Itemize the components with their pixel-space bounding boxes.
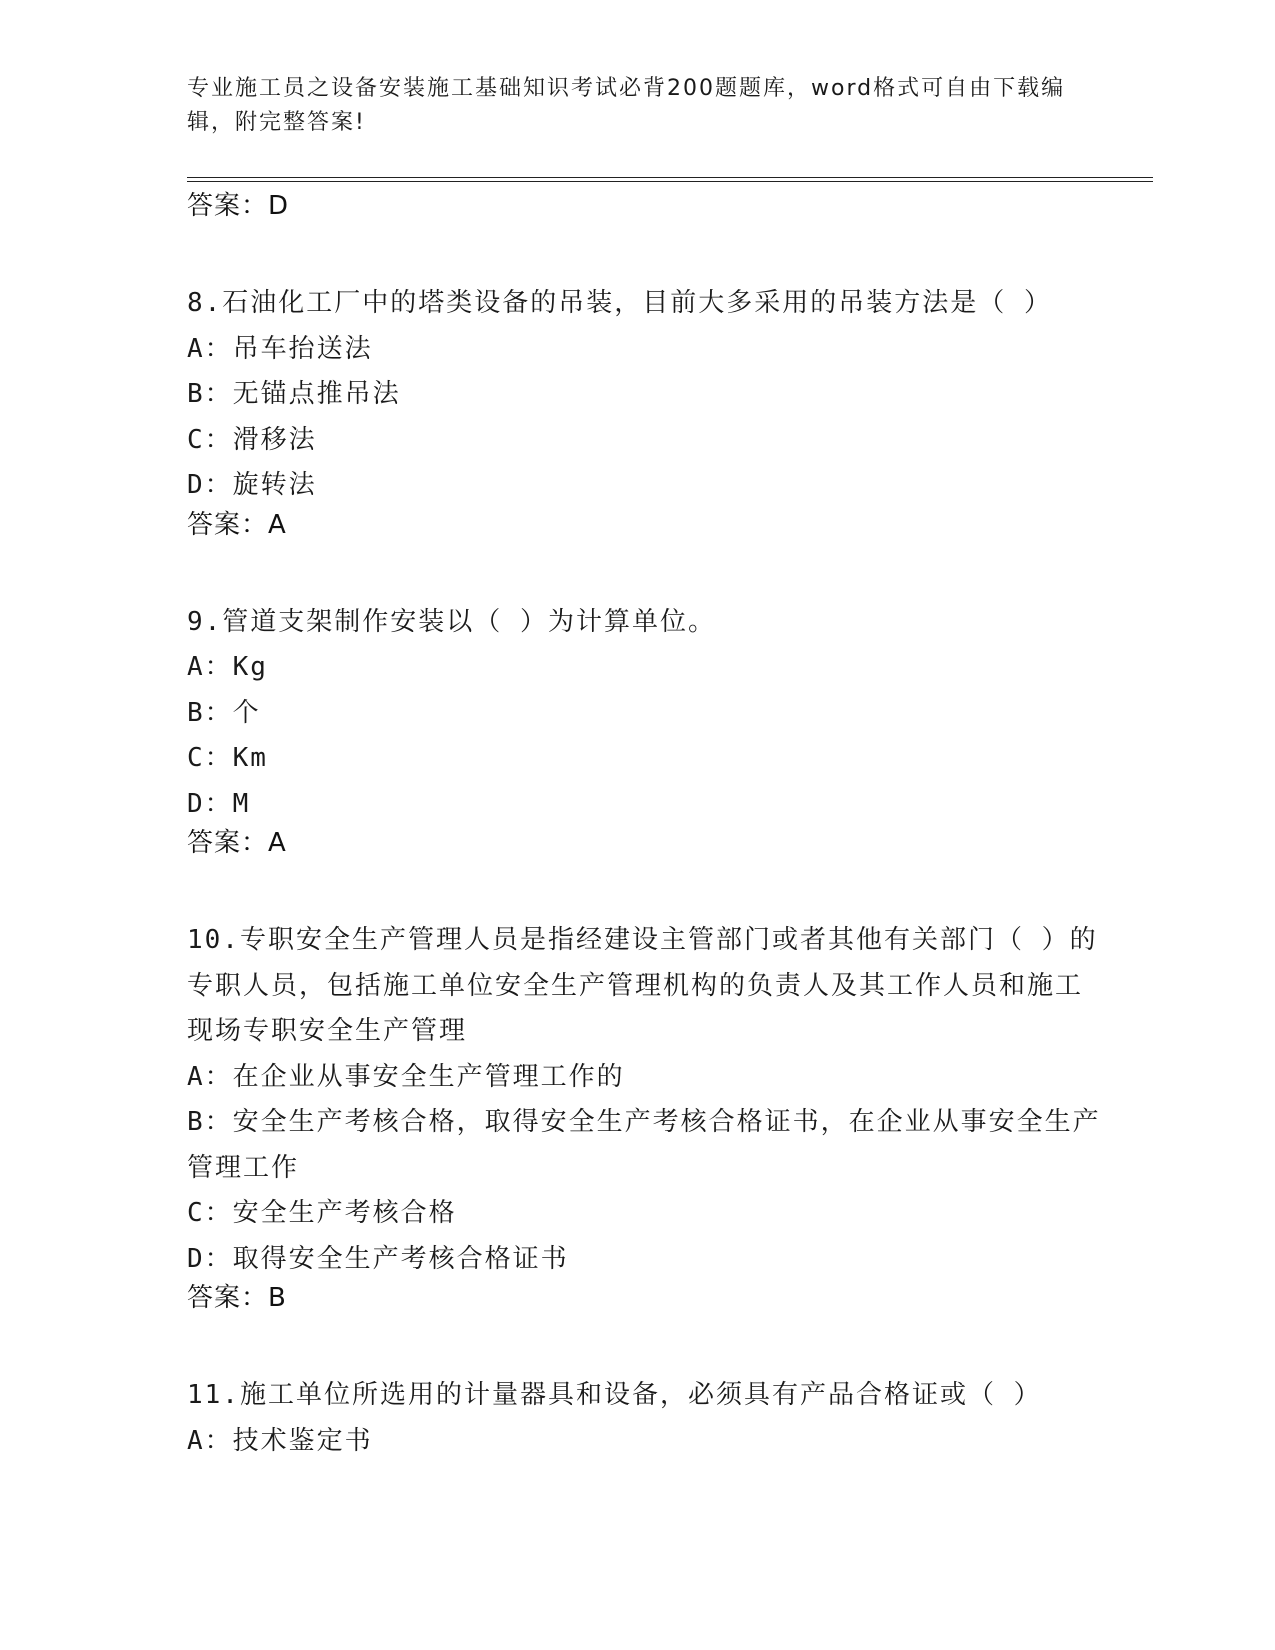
spacer [187,1327,1107,1373]
option-a: A：吊车抬送法 [187,333,373,364]
question-content [187,190,1107,1464]
option-c: C：Km [187,743,268,773]
option-c: C：安全生产考核合格 [187,1198,457,1228]
document-header: 专业施工员之设备安装施工基础知识考试必背200题题库，word格式可自由下载编辑，附完整答案! [187,76,1066,135]
header-divider-bottom [187,181,1153,182]
question-text: 11.施工单位所选用的计量器具和设备，必须具有产品合格证或（ ） [187,1380,1042,1410]
answer-line: 答案：D [187,191,290,221]
question-10 [187,918,1107,1327]
header-divider-top [187,177,1153,178]
answer-line: 答案：A [187,509,287,540]
answer-line: 答案：B [187,1283,287,1313]
spacer [187,554,1107,600]
option-b: B：无锚点推吊法 [187,379,401,409]
option-c: C：滑移法 [187,424,317,455]
option-a: A：Kg [187,652,268,682]
option-d: D：旋转法 [187,470,317,500]
question-11 [187,1373,1107,1464]
answer-line: 答案：A [187,828,287,858]
option-a: A：在企业从事安全生产管理工作的 [187,1061,625,1092]
spacer [187,872,1107,918]
option-d: D：取得安全生产考核合格证书 [187,1243,569,1274]
question-text: 8.石油化工厂中的塔类设备的吊装，目前大多采用的吊装方法是（ ） [187,288,1052,318]
question-text: 10.专职安全生产管理人员是指经建设主管部门或者其他有关部门（ ）的专职人员，包括施工单位安全生产管理机构的负责人及其工作人员和施工现场专职安全生产管理 [187,925,1098,1046]
spacer [187,235,1107,281]
question-8 [187,281,1107,554]
option-a: A：技术鉴定书 [187,1425,373,1456]
question-9 [187,600,1107,873]
option-b: B：安全生产考核合格，取得安全生产考核合格证书，在企业从事安全生产管理工作 [187,1107,1101,1183]
option-b: B：个 [187,697,261,728]
question-text: 9.管道支架制作安装以（ ）为计算单位。 [187,606,716,637]
option-d: D：M [187,788,251,819]
